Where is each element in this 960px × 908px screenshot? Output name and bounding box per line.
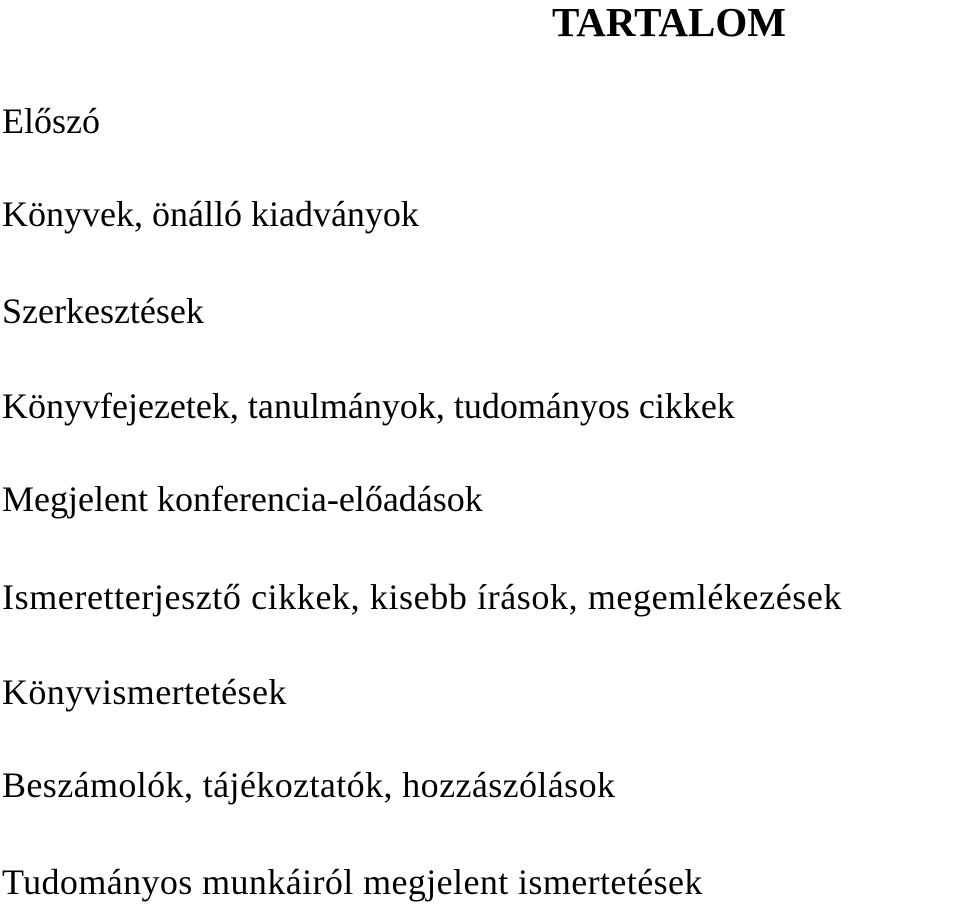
toc-item-szerkesztesek: Szerkesztések: [2, 291, 204, 331]
page-title: TARTALOM: [552, 0, 786, 45]
toc-item-ismertetesek: Tudományos munkáiról megjelent ismertetések: [2, 862, 703, 902]
toc-item-eloszo: Előszó: [2, 101, 100, 141]
toc-item-konyvfejezetek: Könyvfejezetek, tanulmányok, tudományos cikkek: [2, 386, 735, 426]
toc-item-konyvek: Könyvek, önálló kiadványok: [2, 194, 419, 234]
toc-item-ismeretterjeszto-cikkek: Ismeretterjesztő cikkek, kisebb írások, megemlékezések: [2, 577, 843, 617]
toc-item-konyvismertetesek: Könyvismertetések: [2, 672, 287, 712]
toc-item-konferencia-eloadasok: Megjelent konferencia-előadások: [2, 479, 483, 519]
toc-item-beszamolok: Beszámolók, tájékoztatók, hozzászólások: [2, 765, 616, 805]
